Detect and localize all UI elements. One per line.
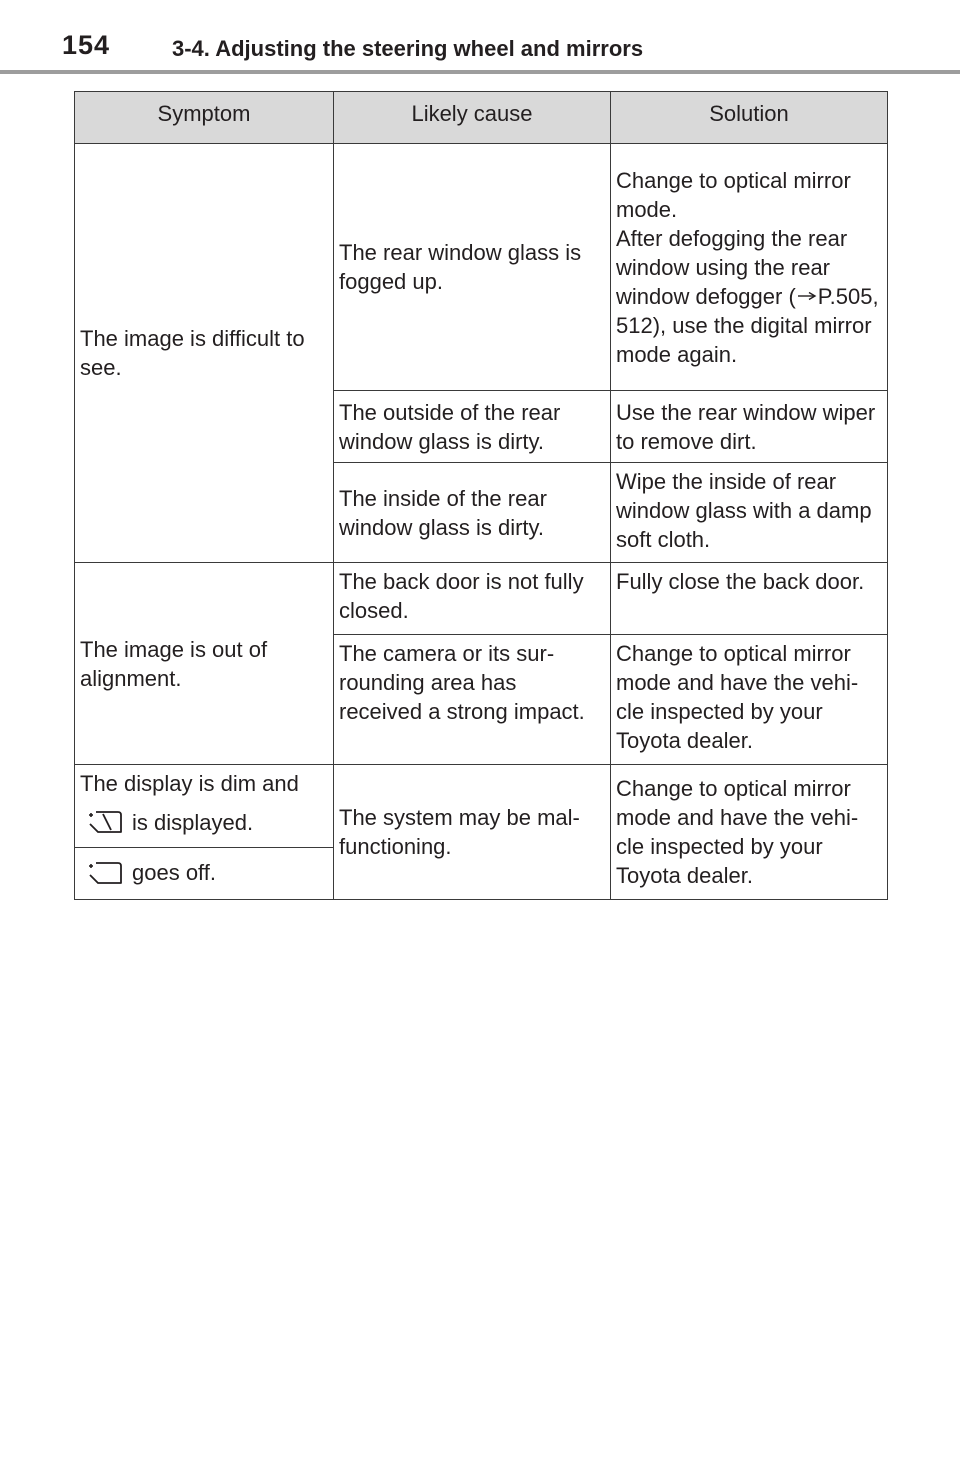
solution-text: Wipe the inside of rear window glass with a damp soft cloth. bbox=[616, 469, 872, 552]
page-reference-link[interactable]: P.505, 512), use the digital mirror mode again. bbox=[616, 283, 879, 367]
solution-text: Fully close the back door. bbox=[616, 569, 865, 594]
solution-cell bbox=[611, 765, 888, 900]
symptom-cell bbox=[75, 144, 334, 563]
digital-mirror-icon bbox=[88, 861, 122, 885]
table-header-row bbox=[75, 92, 888, 144]
cause-text: The back door is not fully closed. bbox=[339, 569, 584, 623]
solution-cell bbox=[611, 391, 888, 463]
cause-cell bbox=[334, 765, 611, 900]
page-header bbox=[0, 0, 960, 76]
column-header-likely-cause: Likely cause bbox=[334, 92, 611, 144]
cause-cell bbox=[334, 635, 611, 765]
solution-text: Change to optical mirror mode and have the vehi-cle inspected by your Toyota dealer. bbox=[616, 776, 859, 888]
solution-cell bbox=[611, 144, 888, 391]
table-row bbox=[75, 563, 888, 635]
cause-cell bbox=[334, 391, 611, 463]
arrow-right-icon bbox=[797, 291, 817, 301]
section-title: 3-4. Adjusting the steering wheel and mirrors bbox=[172, 36, 644, 61]
solution-text: Change to optical mirror mode and have the vehi-cle inspected by your Toyota dealer. bbox=[616, 641, 859, 753]
solution-text: After defogging the rear window using the rear window defogger ( bbox=[616, 225, 848, 309]
cause-text: The camera or its sur-rounding area has received a strong impact. bbox=[339, 641, 585, 724]
digital-mirror-malfunction-icon bbox=[88, 810, 122, 834]
table-row bbox=[75, 765, 888, 848]
solution-text: Change to optical mirror mode. bbox=[616, 167, 851, 222]
header-rule bbox=[0, 70, 960, 74]
symptom-text: The image is difficult to see. bbox=[80, 326, 305, 380]
cause-cell bbox=[334, 563, 611, 635]
symptom-text: The display is dim and bbox=[80, 771, 299, 796]
page-number: 154 bbox=[62, 30, 111, 60]
symptom-cell bbox=[75, 765, 334, 848]
solution-cell bbox=[611, 463, 888, 563]
cause-text: The rear window glass is fogged up. bbox=[339, 240, 582, 294]
symptom-text: The image is out of alignment. bbox=[80, 636, 268, 691]
symptom-cell bbox=[75, 563, 334, 765]
cause-text: The outside of the rear window glass is dirty. bbox=[339, 399, 561, 454]
troubleshooting-table bbox=[74, 91, 888, 900]
column-header-solution: Solution bbox=[611, 92, 888, 144]
solution-cell bbox=[611, 563, 888, 635]
cause-text: The inside of the rear window glass is dirty. bbox=[339, 485, 547, 540]
solution-cell bbox=[611, 635, 888, 765]
symptom-cell bbox=[75, 848, 334, 900]
column-header-symptom: Symptom bbox=[75, 92, 334, 144]
symptom-text: is displayed. bbox=[132, 810, 254, 835]
cause-text: The system may be mal-functioning. bbox=[339, 805, 580, 859]
table-row bbox=[75, 144, 888, 391]
cause-cell bbox=[334, 463, 611, 563]
solution-text: Use the rear window wiper to remove dirt. bbox=[616, 399, 876, 454]
symptom-text: goes off. bbox=[132, 860, 216, 886]
cause-cell bbox=[334, 144, 611, 391]
